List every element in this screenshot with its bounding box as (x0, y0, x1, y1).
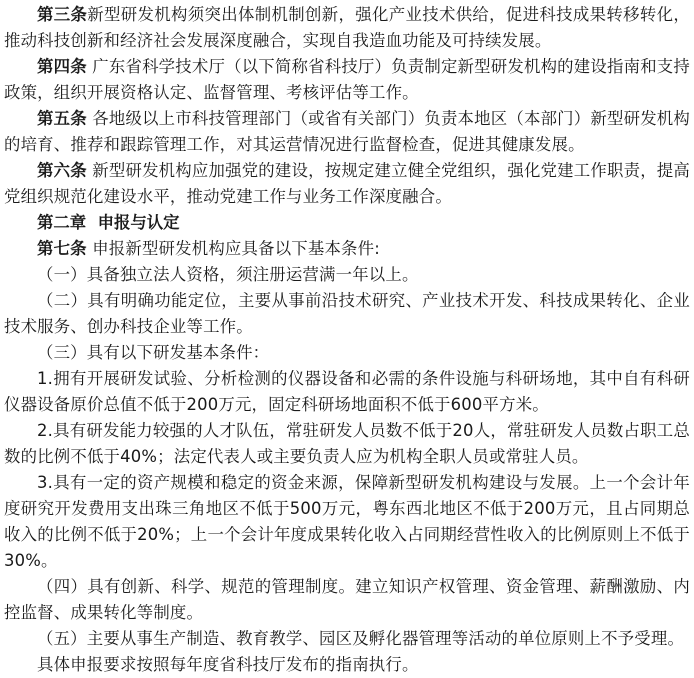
sub-condition-1: 1.拥有开展研发试验、分析检测的仪器设备和必需的条件设施与科研场地，其中自有科研仪器设备原价总值不低于200万元，固定科研场地面积不低于600平方米。 (4, 369, 690, 414)
article-label: 第七条 (37, 239, 87, 258)
article-text: 各地级以上市科技管理部门（或省有关部门）负责本地区（本部门）新型研发机构的培育、推荐和跟踪管理工作，对其运营情况进行监督检查，促进其健康发展。 (4, 109, 691, 154)
sub-condition-3: 3.具有一定的资产规模和稳定的资金来源，保障新型研发机构建设与发展。上一个会计年度研究开发费用支出珠三角地区不低于500万元，粤东西北地区不低于200万元，且占同期总收入的比例不低于20%；上一个会计年度成果转化收入占同期经营性收入的比例原则上不低于30%。 (4, 473, 690, 570)
article-text: 申报新型研发机构应具备以下基本条件: (86, 239, 380, 258)
condition-3: （三）具有以下研发基本条件： (37, 343, 270, 362)
chapter-number: 第二章 (37, 213, 87, 232)
condition-2: （二）具有明确功能定位，主要从事前沿技术研究、产业技术开发、科技成果转化、企业技术服务、创办科技企业等工作。 (4, 291, 690, 336)
article-text: 新型研发机构应加强党的建设，按规定建立健全党组织，强化党建工作职责，提高党组织规范化建设水平，推动党建工作与业务工作深度融合。 (4, 161, 691, 206)
chapter-title: 申报与认定 (97, 213, 180, 232)
article-label: 第五条 (37, 109, 87, 128)
condition-4: （四）具有创新、科学、规范的管理制度。建立知识产权管理、资金管理、薪酬激励、内控监督、成果转化等制度。 (4, 577, 690, 622)
article-text: 广东省科学技术厅（以下简称省科技厅）负责制定新型研发机构的建设指南和支持政策，组织开展资格认定、监督管理、考核评估等工作。 (4, 57, 691, 102)
condition-1: （一）具备独立法人资格，须注册运营满一年以上。 (37, 265, 419, 284)
closing-note: 具体申报要求按照每年度省科技厅发布的指南执行。 (37, 655, 419, 674)
article-5 (4, 106, 690, 158)
article-label: 第六条 (37, 161, 87, 180)
article-label: 第四条 (37, 57, 87, 76)
sub-condition-2: 2.具有研发能力较强的人才队伍，常驻研发人员数不低于20人，常驻研发人员数占职工总数的比例不低于40%；法定代表人或主要负责人应为机构全职人员或常驻人员。 (4, 421, 690, 466)
chapter-heading (4, 210, 690, 236)
article-7 (4, 236, 690, 262)
article-3 (4, 2, 690, 54)
article-6 (4, 158, 690, 210)
article-label: 第三条 (37, 5, 88, 24)
article-4 (4, 54, 690, 106)
article-text: 新型研发机构须突出体制机制创新，强化产业技术供给，促进科技成果转移转化，推动科技创新和经济社会发展深度融合，实现自我造血功能及可持续发展。 (4, 5, 690, 50)
condition-5: （五）主要从事生产制造、教育教学、园区及孵化器管理等活动的单位原则上不予受理。 (37, 629, 685, 648)
